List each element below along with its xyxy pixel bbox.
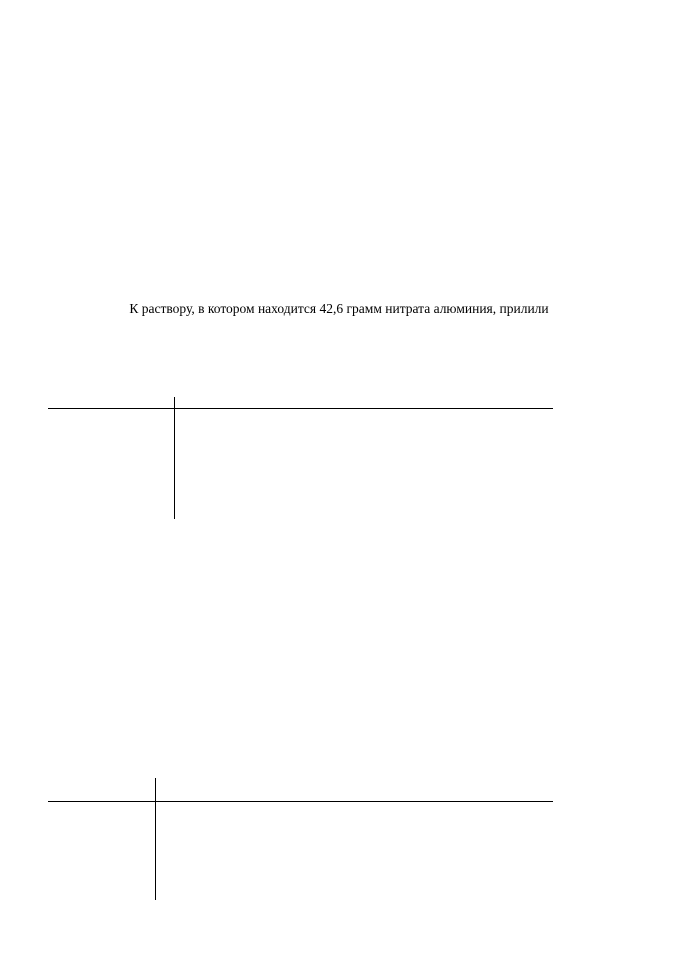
frame-2-horizontal-rule: [48, 801, 553, 802]
frame-2-vertical-rule: [155, 778, 156, 900]
frame-1-horizontal-rule: [48, 408, 553, 409]
frame-1-vertical-rule: [174, 397, 175, 519]
problem-statement: К раствору, в котором находится 42,6 грамм нитрата алюминия, прилили: [129, 301, 549, 316]
